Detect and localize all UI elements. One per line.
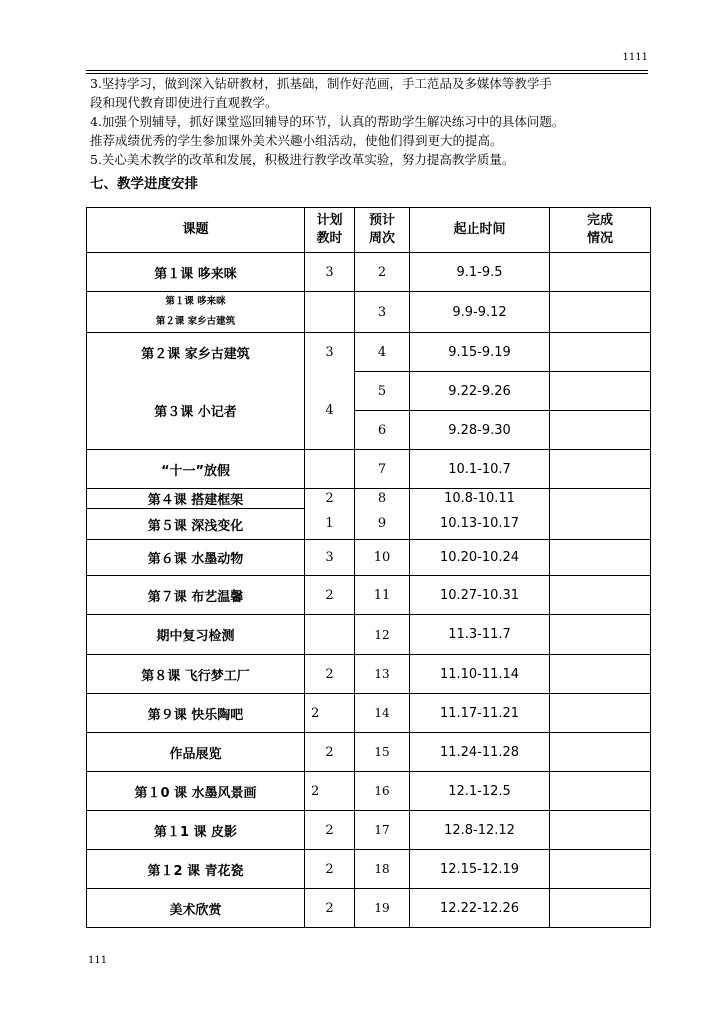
cell-hours: 2 [305,772,355,811]
cell-hours [305,450,355,489]
table-row [87,733,651,772]
cell-topic: 第９课 快乐陶吧 [87,694,305,733]
cell-hours: 2 [305,489,355,509]
body-line: 段和现代教育即使进行直观教学。 [90,95,278,110]
cell-hours: 2 [305,655,355,694]
cell-hours: 3 [305,333,355,372]
cell-status [550,811,651,850]
cell-week: 14 [355,694,410,733]
table-row [87,655,651,694]
cell-week: 16 [355,772,410,811]
table-row [87,811,651,850]
cell-hours: 2 [305,811,355,850]
footer-page-number: 111 [88,955,108,966]
header-rule [86,70,648,71]
cell-topic: 第８课 飞行梦工厂 [87,655,305,694]
header-week-line2: 周次 [368,231,395,246]
cell-time: 11.3-11.7 [410,615,550,655]
table-row [87,772,651,811]
cell-topic: 第７课 布艺温馨 [87,576,305,615]
table-row [87,253,651,292]
cell-status [550,733,651,772]
table-row [87,372,651,411]
cell-status [550,615,651,655]
cell-week: 9 [355,509,410,540]
cell-time: 11.17-11.21 [410,694,550,733]
cell-topic: 作品展览 [87,733,305,772]
table-row [87,694,651,733]
cell-topic: 第１2 课 青花瓷 [87,850,305,889]
cell-hours: 3 [305,253,355,292]
cell-topic: 第１课 哆来咪 [87,253,305,292]
cell-time: 12.1-12.5 [410,772,550,811]
cell-time: 10.27-10.31 [410,576,550,615]
cell-week: 5 [355,372,410,411]
cell-week: 6 [355,411,410,450]
cell-week: 8 [355,489,410,509]
cell-time: 12.8-12.12 [410,811,550,850]
cell-week: 12 [355,615,410,655]
table-row [87,489,651,509]
cell-week: 17 [355,811,410,850]
cell-status [550,694,651,733]
cell-week: 18 [355,850,410,889]
cell-week: 2 [355,253,410,292]
header-hours [305,208,355,253]
schedule-table [86,207,651,928]
header-page-number: 1111 [622,52,648,63]
header-status-line2: 情况 [586,231,613,246]
cell-status [550,411,651,450]
cell-status [550,450,651,489]
cell-time: 11.24-11.28 [410,733,550,772]
table-row [87,450,651,489]
cell-topic: 第５课 深浅变化 [87,509,305,540]
cell-week: 4 [355,333,410,372]
cell-time: 9.15-9.19 [410,333,550,372]
cell-hours: 2 [305,694,355,733]
cell-status [550,850,651,889]
cell-topic: 第６课 水墨动物 [87,540,305,576]
cell-status [550,655,651,694]
header-status-line1: 完成 [586,213,613,228]
header-week [355,208,410,253]
table-row [87,292,651,333]
cell-time: 9.22-9.26 [410,372,550,411]
cell-time: 10.8-10.11 [410,489,550,509]
cell-week: 15 [355,733,410,772]
cell-topic: “十一”放假 [87,450,305,489]
body-line: 推荐成绩优秀的学生参加课外美术兴趣小组活动，使他们得到更大的提高。 [90,133,503,148]
cell-status [550,540,651,576]
cell-status [550,333,651,372]
cell-time: 10.20-10.24 [410,540,550,576]
cell-time: 11.10-11.14 [410,655,550,694]
cell-time: 12.22-12.26 [410,889,550,928]
cell-week: 10 [355,540,410,576]
cell-topic: 第２课 家乡古建筑 [87,333,305,372]
cell-week: 3 [355,292,410,333]
cell-time: 12.15-12.19 [410,850,550,889]
cell-hours: 3 [305,540,355,576]
header-hours-line1: 计划 [316,213,343,228]
cell-topic: 第１1 课 皮影 [87,811,305,850]
table-row [87,615,651,655]
cell-time: 9.1-9.5 [410,253,550,292]
body-text [90,74,660,169]
cell-topic-line1: 第１课 哆来咪 [165,296,226,307]
cell-status [550,772,651,811]
cell-hours: 4 [305,372,355,450]
cell-topic: 第４课 搭建框架 [87,489,305,509]
body-line: 5.关心美术教学的改革和发展，积极进行教学改革实验，努力提高教学质量。 [90,152,515,167]
cell-hours: 1 [305,509,355,540]
cell-time: 9.28-9.30 [410,411,550,450]
cell-hours [305,292,355,333]
body-line: 3.坚持学习，做到深入钻研教材，抓基础，制作好范画，手工范品及多媒体等教学手 [90,76,552,91]
cell-topic: 第１0 课 水墨风景画 [87,772,305,811]
cell-week: 13 [355,655,410,694]
header-status [550,208,651,253]
cell-hours: 2 [305,850,355,889]
cell-topic [87,292,305,333]
cell-hours: 2 [305,576,355,615]
table-row [87,540,651,576]
cell-status [550,889,651,928]
table-row [87,576,651,615]
cell-time: 10.1-10.7 [410,450,550,489]
header-topic: 课题 [87,208,305,253]
cell-hours: 2 [305,889,355,928]
header-week-line1: 预计 [368,213,395,228]
table-row [87,333,651,372]
cell-hours: 2 [305,733,355,772]
cell-time: 9.9-9.12 [410,292,550,333]
cell-status [550,372,651,411]
cell-time: 10.13-10.17 [410,509,550,540]
cell-topic-line2: 第２课 家乡古建筑 [155,316,236,327]
cell-status [550,489,651,540]
cell-status [550,292,651,333]
cell-week: 11 [355,576,410,615]
section-title: 七、教学进度安排 [90,176,198,192]
table-row [87,889,651,928]
cell-week: 19 [355,889,410,928]
cell-topic: 第３课 小记者 [87,372,305,450]
cell-status [550,253,651,292]
header-time: 起止时间 [410,208,550,253]
cell-hours [305,615,355,655]
cell-status [550,576,651,615]
cell-topic: 美术欣赏 [87,889,305,928]
header-hours-line2: 教时 [316,231,343,246]
body-line: 4.加强个别辅导，抓好课堂巡回辅导的环节，认真的帮助学生解决练习中的具体问题。 [90,114,565,129]
cell-week: 7 [355,450,410,489]
table-row [87,850,651,889]
cell-topic: 期中复习检测 [87,615,305,655]
table-header-row [87,208,651,253]
